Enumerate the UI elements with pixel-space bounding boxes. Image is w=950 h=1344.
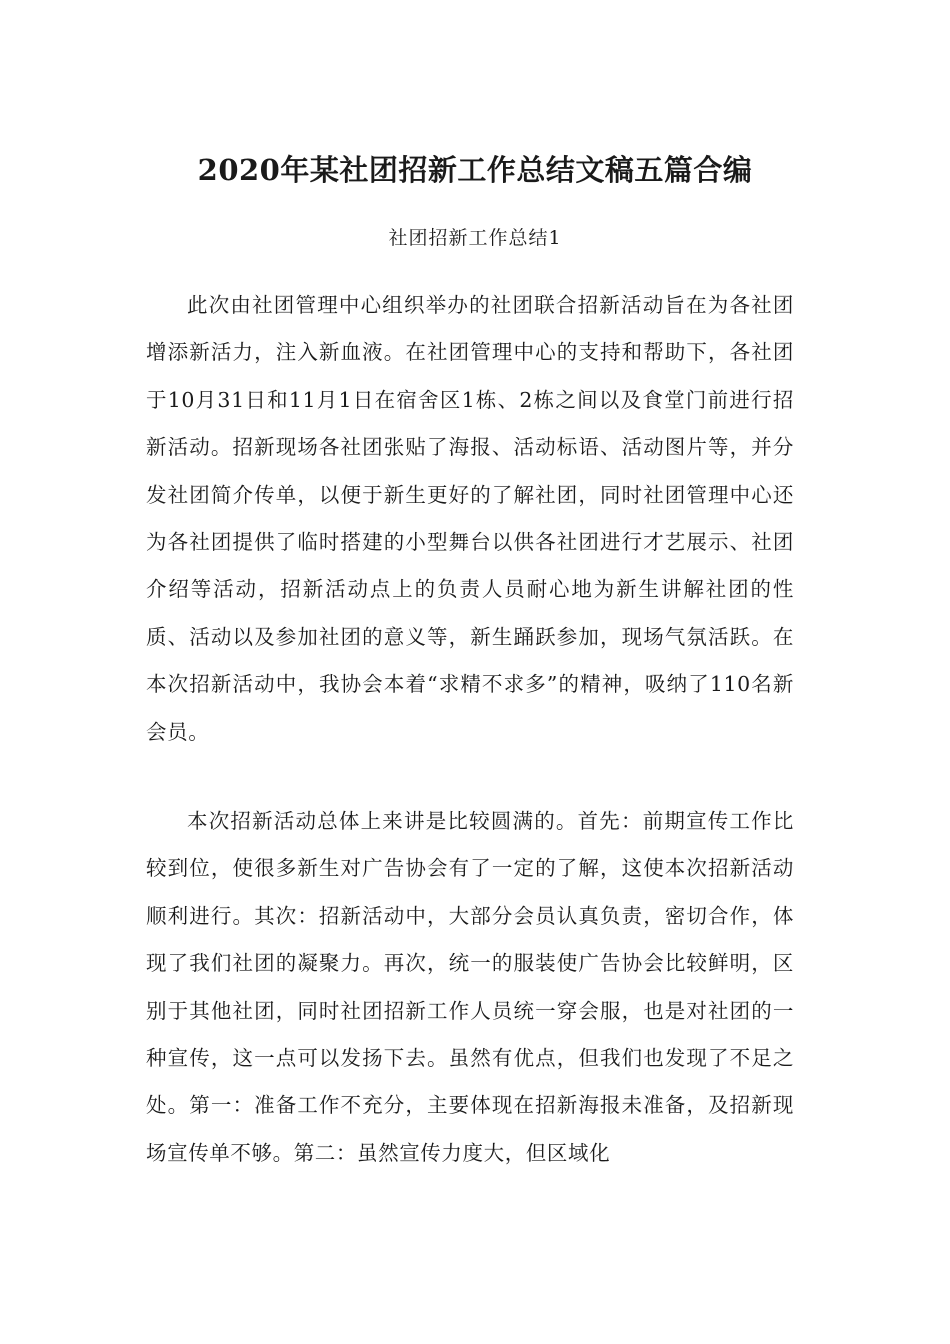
body-paragraph-1: 此次由社团管理中心组织举办的社团联合招新活动旨在为各社团增添新活力，注入新血液。在社团管理中心的支持和帮助下，各社团于10月31日和11月1日在宿舍区1栋、2栋之间以及食堂门前进行招新活动。招新现场各社团张贴了海报、活动标语、活动图片等，并分发社团简介传单，以便于新生更好的了解社团，同时社团管理中心还为各社团提供了临时搭建的小型舞台以供各社团进行才艺展示、社团介绍等活动，招新活动点上的负责人员耐心地为新生讲解社团的性质、活动以及参加社团的意义等，新生踊跃参加，现场气氛活跃。在本次招新活动中，我协会本着“求精不求多”的精神，吸纳了110名新会员。 [146,293,794,744]
document-title: 2020年某社团招新工作总结文稿五篇合编 [197,153,753,187]
section-heading: 社团招新工作总结1 [388,227,562,249]
body-paragraph-2: 本次招新活动总体上来讲是比较圆满的。首先：前期宣传工作比较到位，使很多新生对广告协会有了一定的了解，这使本次招新活动顺利进行。其次：招新活动中，大部分会员认真负责，密切合作，体现了我们社团的凝聚力。再次，统一的服装使广告协会比较鲜明，区别于其他社团，同时社团招新工作人员统一穿会服，也是对社团的一种宣传，这一点可以发扬下去。虽然有优点，但我们也发现了不足之处。第一：准备工作不充分，主要体现在招新海报未准备，及招新现场宣传单不够。第二：虽然宣传力度大，但区域化 [146,809,794,1165]
